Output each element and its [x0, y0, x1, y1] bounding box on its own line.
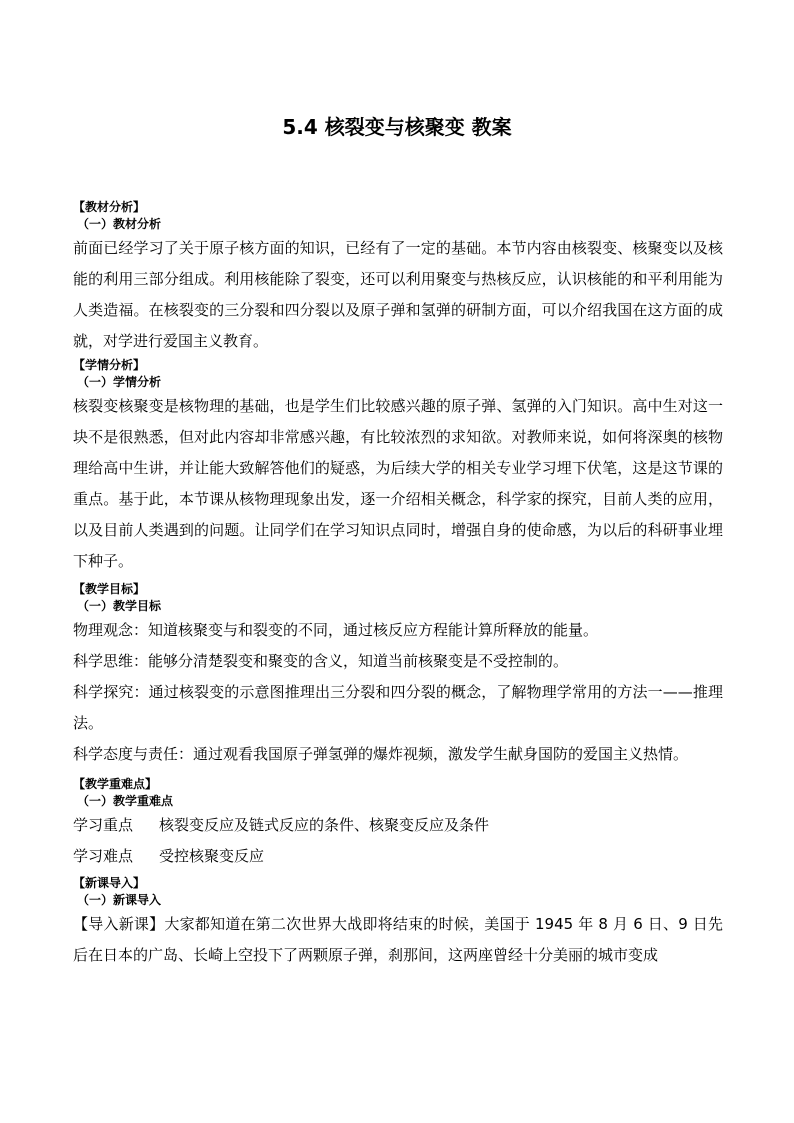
section-heading: 【新课导入】 [73, 876, 146, 890]
document-title: 5.4 核裂变与核聚变 教案 [282, 115, 512, 139]
subsection-heading: （一）学情分析 [77, 375, 162, 389]
difficult-point-row [73, 841, 723, 872]
section-textbook-analysis [73, 199, 723, 357]
goal-item: 科学思维：能够分清楚裂变和聚变的含义，知道当前核聚变是不受控制的。 [73, 652, 569, 670]
document-body [73, 199, 723, 971]
goal-item: 科学探究：通过核裂变的示意图推理出三分裂和四分裂的概念，了解物理学常用的方法一——推理法。 [73, 683, 723, 732]
paragraph: 前面已经学习了关于原子核方面的知识，已经有了一定的基础。本节内容由核裂变、核聚变以及核能的利用三部分组成。利用核能除了裂变，还可以利用聚变与热核反应，认识核能的和平利用能为人类造福。在核裂变的三分裂和四分裂以及原子弹和氢弹的研制方面，可以介绍我国在这方面的成就，对学进行爱国主义教育。 [73, 239, 723, 350]
section-lesson-intro [73, 875, 723, 971]
subsection-heading: （一）新课导入 [77, 893, 162, 907]
paragraph: 核裂变核聚变是核物理的基础，也是学生们比较感兴趣的原子弹、氢弹的入门知识。高中生对这一块不是很熟悉，但对此内容却非常感兴趣，有比较浓烈的求知欲。对教师来说，如何将深奥的核物理给高中生讲，并让能大致解答他们的疑惑，为后续大学的相关专业学习埋下伏笔，这是这节课的重点。基于此，本节课从核物理现象出发，逐一介绍相关概念，科学家的探究，目前人类的应用，以及目前人类遇到的问题。让同学们在学习知识点同时，增强自身的使命感，为以后的科研事业埋下种子。 [73, 397, 723, 570]
subsection-heading: （一）教学重难点 [77, 794, 174, 808]
section-heading: 【教学目标】 [73, 582, 146, 596]
key-point-row [73, 810, 723, 841]
subsection-heading: （一）教材分析 [77, 217, 162, 231]
section-heading: 【教材分析】 [73, 200, 146, 214]
difficult-point-value: 受控核聚变反应 [159, 847, 265, 865]
section-teaching-goals [73, 581, 723, 770]
key-point-label: 学习重点 [73, 816, 134, 834]
paragraph: 【导入新课】大家都知道在第二次世界大战即将结束的时候，美国于 1945 年 8 月 6 日、9 日先后在日本的广岛、长崎上空投下了两颗原子弹，刹那间，这两座曾经十分美丽的城市变成 [73, 915, 723, 964]
section-heading: 【教学重难点】 [73, 777, 158, 791]
key-point-value: 核裂变反应及链式反应的条件、核聚变反应及条件 [159, 816, 490, 834]
difficult-point-label: 学习难点 [73, 847, 134, 865]
section-heading: 【学情分析】 [73, 358, 146, 372]
goal-item: 科学态度与责任：通过观看我国原子弹氢弹的爆炸视频，激发学生献身国防的爱国主义热情。 [73, 745, 689, 763]
subsection-heading: （一）教学目标 [77, 599, 162, 613]
section-key-difficult-points [73, 776, 723, 872]
section-student-analysis [73, 357, 723, 577]
goal-item: 物理观念：知道核聚变与和裂变的不同，通过核反应方程能计算所释放的能量。 [73, 621, 599, 639]
